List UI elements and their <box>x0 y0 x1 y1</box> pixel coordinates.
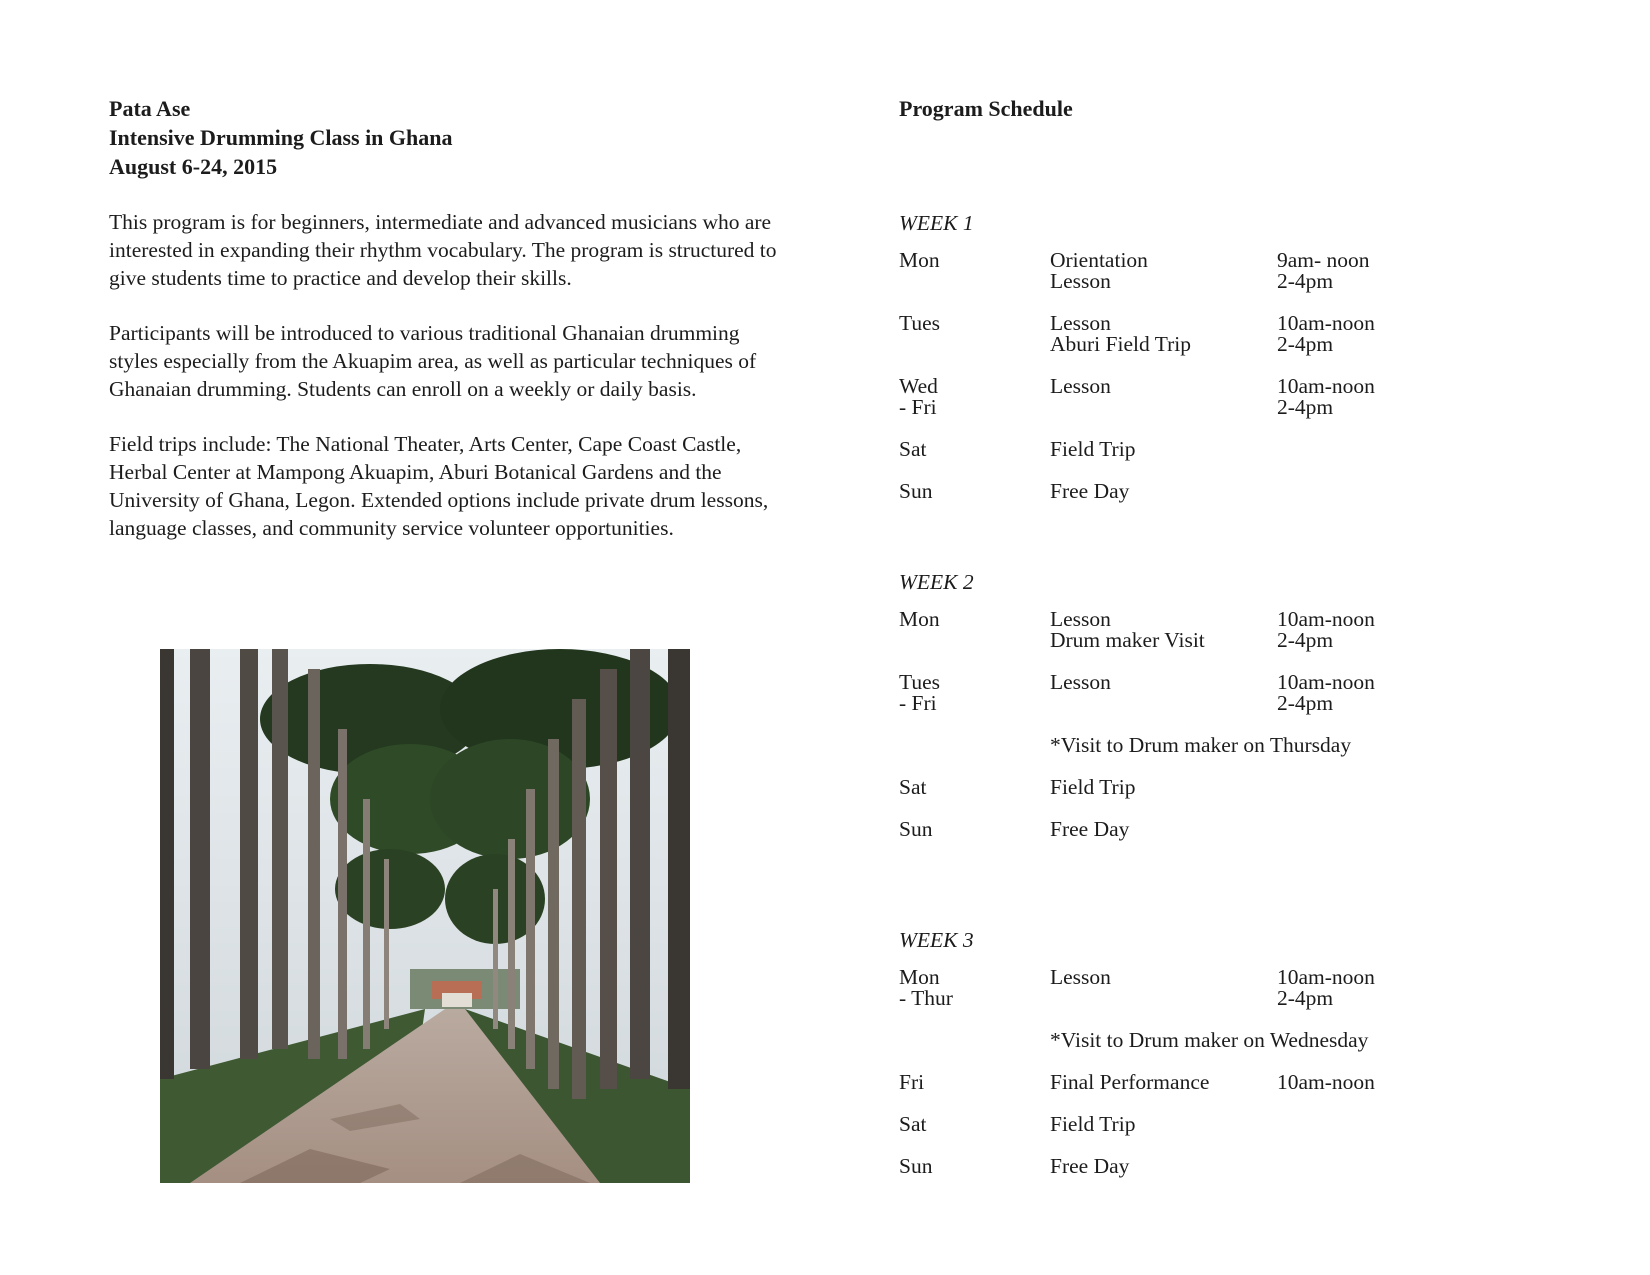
schedule-activity <box>1050 376 1280 397</box>
schedule-day-line: - Fri <box>899 395 937 419</box>
schedule-activity-line: Lesson <box>1050 965 1111 989</box>
schedule-time-line: 10am-noon <box>1277 965 1375 989</box>
schedule-activity-line: Field Trip <box>1050 775 1136 799</box>
schedule-time-line: 10am-noon <box>1277 1070 1375 1094</box>
schedule-day <box>899 1072 1049 1093</box>
schedule-activity-line: Free Day <box>1050 1154 1130 1178</box>
schedule-time <box>1277 967 1477 1009</box>
schedule-activity <box>1050 313 1280 355</box>
schedule-time <box>1277 313 1477 355</box>
schedule-day <box>899 672 1049 714</box>
program-schedule <box>899 94 1499 1178</box>
schedule-activity-line: Lesson <box>1050 670 1111 694</box>
schedule-day-line: - Fri <box>899 691 937 715</box>
schedule-day-line: - Thur <box>899 986 953 1010</box>
schedule-activity <box>1050 819 1280 840</box>
schedule-activity-line: Free Day <box>1050 479 1130 503</box>
schedule-activity-line: Field Trip <box>1050 1112 1136 1136</box>
intro-paragraph-3: Field trips include: The National Theater, Arts Center, Cape Coast Castle, Herbal Center at Mampong Akuapim, Aburi Botanical Gardens and the University of Ghana, Legon. Extended options include private drum lessons, language classes, and community service volunteer opportunities. <box>109 432 769 540</box>
schedule-activity <box>1050 609 1280 651</box>
schedule-day-line: Sun <box>899 817 933 841</box>
schedule-time <box>1277 609 1477 651</box>
schedule-activity-line: Lesson <box>1050 311 1111 335</box>
schedule-day-line: Sun <box>899 479 933 503</box>
schedule-day <box>899 313 1049 334</box>
schedule-day <box>899 967 1049 1009</box>
schedule-activity-line: Drum maker Visit <box>1050 628 1205 652</box>
schedule-time-line: 2-4pm <box>1277 332 1334 356</box>
schedule-note-text: *Visit to Drum maker on Thursday <box>1050 733 1352 757</box>
program-title: Pata Ase <box>109 96 191 121</box>
schedule-time-line: 9am- noon <box>1277 248 1370 272</box>
schedule-activity-line: Lesson <box>1050 607 1111 631</box>
schedule-activity <box>1050 672 1280 693</box>
schedule-time <box>1277 376 1477 418</box>
schedule-activity <box>1050 1072 1280 1093</box>
schedule-title: Program Schedule <box>899 96 1073 121</box>
schedule-day <box>899 376 1049 418</box>
palm-avenue-photo <box>160 649 690 1183</box>
schedule-day <box>899 250 1049 271</box>
schedule-day-line: Tues <box>899 311 941 335</box>
schedule-activity-line: Aburi Field Trip <box>1050 332 1191 356</box>
week-label: WEEK 2 <box>899 570 974 594</box>
schedule-day-line: Sun <box>899 1154 933 1178</box>
schedule-time-line: 2-4pm <box>1277 691 1334 715</box>
schedule-day <box>899 1156 1049 1177</box>
schedule-day <box>899 1114 1049 1135</box>
schedule-note-text: *Visit to Drum maker on Wednesday <box>1050 1028 1369 1052</box>
schedule-activity <box>1050 777 1280 798</box>
week-block <box>899 927 1499 1178</box>
schedule-activity <box>1050 1156 1280 1177</box>
schedule-time-line: 2-4pm <box>1277 269 1334 293</box>
week-label: WEEK 1 <box>899 211 974 235</box>
intro-column <box>109 94 789 569</box>
schedule-activity <box>1050 250 1280 292</box>
schedule-time-line: 10am-noon <box>1277 374 1375 398</box>
schedule-day-line: Mon <box>899 965 940 989</box>
schedule-day-line: Tues <box>899 670 941 694</box>
week-block <box>899 210 1499 503</box>
schedule-activity-line: Field Trip <box>1050 437 1136 461</box>
schedule-activity-line: Lesson <box>1050 269 1111 293</box>
schedule-day-line: Sat <box>899 437 927 461</box>
schedule-day-line: Fri <box>899 1070 925 1094</box>
schedule-day <box>899 777 1049 798</box>
program-subtitle: Intensive Drumming Class in Ghana <box>109 125 453 150</box>
schedule-activity-line: Final Performance <box>1050 1070 1210 1094</box>
schedule-time-line: 2-4pm <box>1277 628 1334 652</box>
schedule-time-line: 10am-noon <box>1277 607 1375 631</box>
schedule-day <box>899 609 1049 630</box>
schedule-activity <box>1050 1114 1280 1135</box>
schedule-time <box>1277 1072 1477 1093</box>
program-dates: August 6-24, 2015 <box>109 154 278 179</box>
schedule-day <box>899 481 1049 502</box>
schedule-day <box>899 439 1049 460</box>
schedule-activity-line: Orientation <box>1050 248 1148 272</box>
schedule-time-line: 10am-noon <box>1277 311 1375 335</box>
schedule-day-line: Sat <box>899 775 927 799</box>
intro-paragraph-2: Participants will be introduced to various traditional Ghanaian drumming styles especially from the Akuapim area, as well as particular techniques of Ghanaian drumming. Students can enroll on a weekly or daily basis. <box>109 321 757 401</box>
week-label: WEEK 3 <box>899 928 974 952</box>
schedule-time-line: 10am-noon <box>1277 670 1375 694</box>
schedule-activity <box>1050 967 1280 988</box>
schedule-activity <box>1050 481 1280 502</box>
schedule-time <box>1277 250 1477 292</box>
schedule-activity-line: Lesson <box>1050 374 1111 398</box>
schedule-day-line: Sat <box>899 1112 927 1136</box>
schedule-activity <box>1050 439 1280 460</box>
schedule-day-line: Mon <box>899 248 940 272</box>
schedule-time <box>1277 672 1477 714</box>
schedule-day-line: Mon <box>899 607 940 631</box>
schedule-day <box>899 819 1049 840</box>
schedule-activity-line: Free Day <box>1050 817 1130 841</box>
schedule-time-line: 2-4pm <box>1277 395 1334 419</box>
schedule-time-line: 2-4pm <box>1277 986 1334 1010</box>
schedule-day-line: Wed <box>899 374 938 398</box>
week-block <box>899 569 1499 841</box>
intro-paragraph-1: This program is for beginners, intermediate and advanced musicians who are interested in expanding their rhythm vocabulary. The program is structured to give students time to practice and develop their skills. <box>109 210 777 290</box>
intro-paragraphs <box>109 208 789 542</box>
